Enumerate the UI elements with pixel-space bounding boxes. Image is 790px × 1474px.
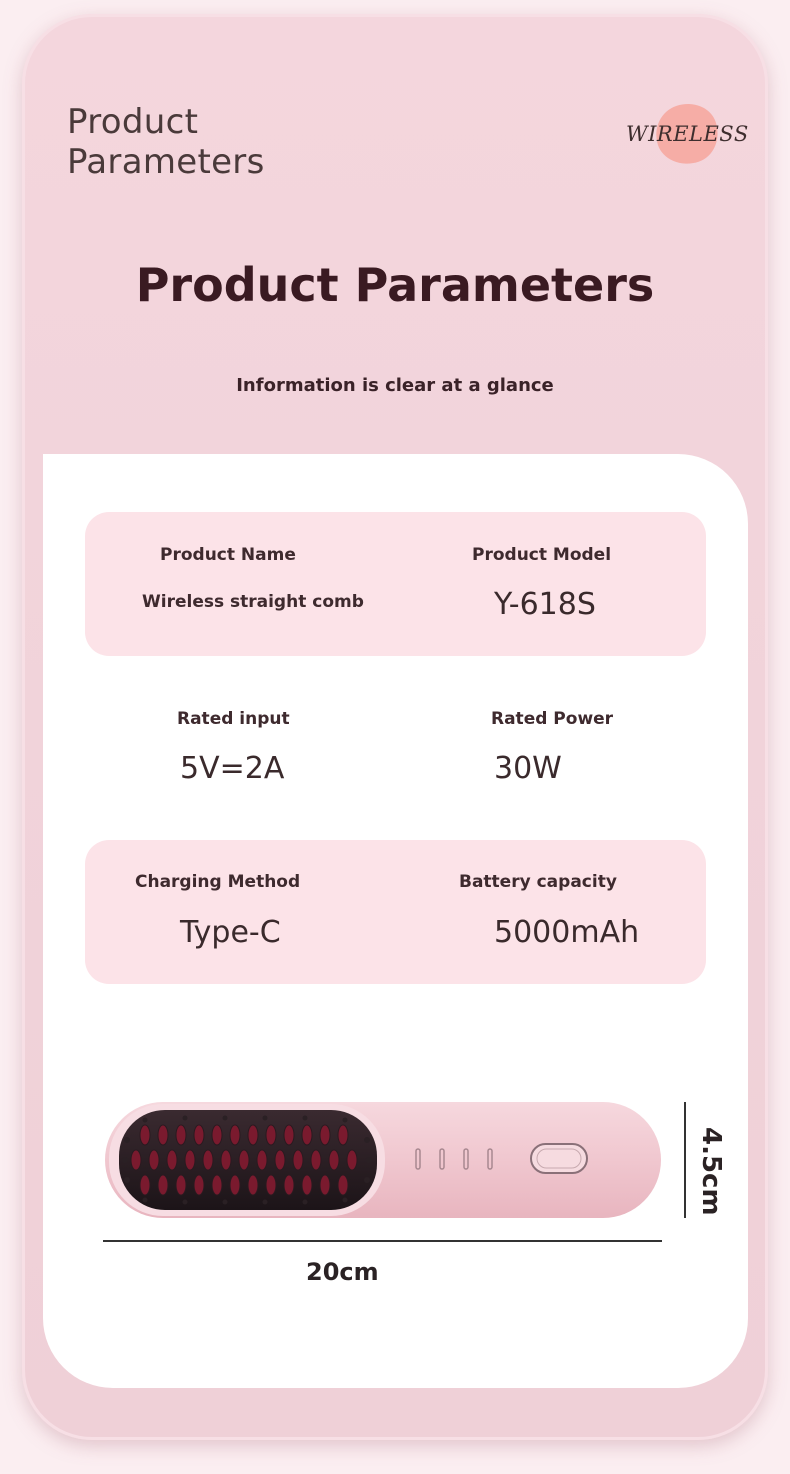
- battery-capacity-label: Battery capacity: [459, 872, 617, 892]
- charging-method-label: Charging Method: [135, 872, 301, 892]
- rated-power-value: 30W: [494, 751, 562, 786]
- product-name-label: Product Name: [160, 545, 296, 565]
- height-dimension-label: 4.5cm: [696, 1127, 726, 1216]
- product-name-value: Wireless straight comb: [142, 592, 364, 612]
- rated-input-value: 5V=2A: [180, 751, 285, 786]
- power-button-icon: [531, 1144, 587, 1173]
- battery-capacity-value: 5000mAh: [494, 915, 640, 950]
- header-title-line2: Parameters: [67, 142, 265, 182]
- product-model-label: Product Model: [472, 545, 612, 565]
- length-dimension-label: 20cm: [306, 1258, 379, 1286]
- charging-method-value: Type-C: [180, 915, 281, 950]
- page-title: Product Parameters: [135, 258, 655, 312]
- height-dimension-line: [684, 1102, 686, 1218]
- straightener-comb-illustration: [105, 1100, 661, 1220]
- param-row-highlight-3: [85, 840, 706, 984]
- rated-power-label: Rated Power: [491, 709, 614, 729]
- product-model-value: Y-618S: [494, 587, 596, 622]
- wireless-badge: WIRELESS: [626, 122, 749, 146]
- rated-input-label: Rated input: [177, 709, 290, 729]
- param-row-highlight-1: [85, 512, 706, 656]
- page-subtitle: Information is clear at a glance: [236, 375, 554, 396]
- header-title: [67, 102, 265, 182]
- header-title-line1: Product: [67, 102, 199, 142]
- length-dimension-line: [103, 1240, 662, 1242]
